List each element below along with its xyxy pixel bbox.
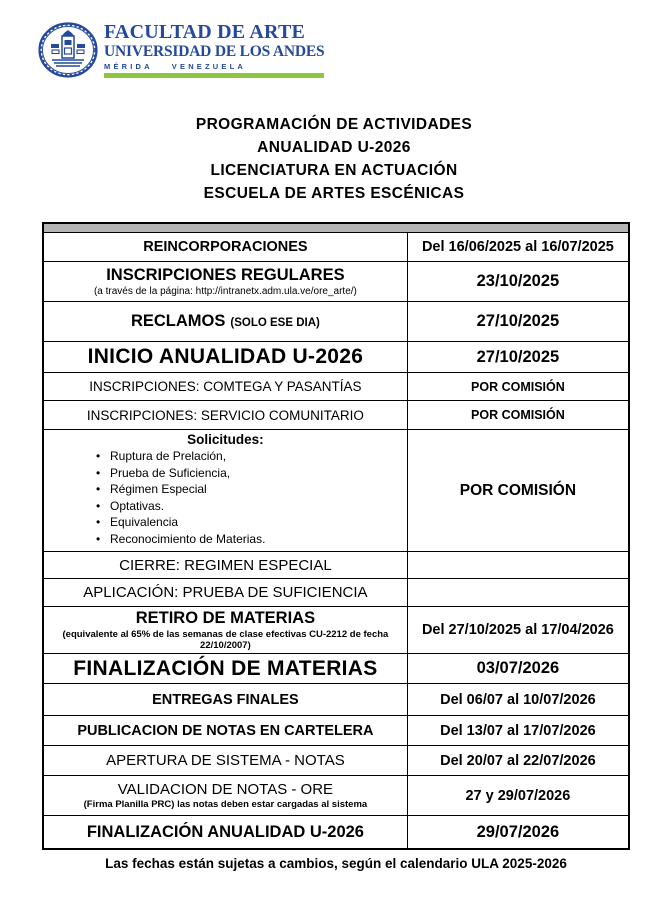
title-line-4: ESCUELA DE ARTES ESCÉNICAS: [203, 185, 465, 202]
table-cell-date: [408, 262, 628, 301]
activity-label-line: [89, 379, 361, 394]
activity-label-line: [106, 266, 344, 285]
table-row: [44, 715, 628, 745]
bullet-item: • Reconocimiento de Materias.: [96, 531, 265, 548]
table-cell-date: [408, 716, 628, 745]
table-cell-activity: [44, 552, 408, 578]
table-cell-activity: [44, 262, 408, 301]
date-value: 03/07/2026: [476, 659, 560, 677]
logo-green-bar: [104, 73, 324, 78]
activity-subtext: (a través de la página: http://intranetx.adm.ula.ve/ore_arte/): [93, 286, 357, 297]
date-value: Del 16/06/2025 al 16/07/2025: [421, 239, 614, 255]
table-header-strip: [44, 224, 628, 233]
document-title: [0, 113, 668, 205]
activity-label-line: [106, 752, 345, 769]
table-cell-date: [408, 746, 628, 775]
table-cell-date: [408, 302, 628, 341]
table-row: [44, 400, 628, 429]
table-cell-date: [408, 233, 628, 261]
table-cell-date: [408, 342, 628, 372]
table-cell-date: [408, 684, 628, 715]
table-cell-date: [408, 552, 628, 578]
table-row: [44, 653, 628, 683]
date-value: Del 06/07 al 10/07/2026: [440, 691, 596, 708]
activity-label: FINALIZACIÓN DE MATERIAS: [73, 656, 378, 680]
activity-label-line: [88, 345, 364, 369]
table-cell-activity: [44, 373, 408, 400]
table-cell-date: [408, 607, 628, 653]
activity-label: Solicitudes:: [187, 432, 264, 447]
table-row: [44, 775, 628, 815]
activity-label: APLICACIÓN: PRUEBA DE SUFICIENCIA: [83, 584, 368, 601]
activity-label: VALIDACION DE NOTAS - ORE: [117, 781, 334, 798]
university-name: UNIVERSIDAD DE LOS ANDES: [104, 43, 325, 60]
date-value: 29/07/2026: [476, 822, 560, 841]
table-cell-date: [408, 430, 628, 551]
table-row: [44, 551, 628, 578]
table-cell-activity: [44, 233, 408, 261]
activity-label-line: [143, 239, 307, 255]
activity-label: PUBLICACION DE NOTAS EN CARTELERA: [77, 722, 374, 739]
activity-label: INSCRIPCIONES: SERVICIO COMUNITARIO: [86, 407, 364, 423]
activity-label-line: [136, 609, 315, 628]
table-cell-activity: [44, 607, 408, 653]
table-cell-activity: [44, 430, 408, 551]
date-value: 27/10/2025: [476, 312, 560, 330]
logo-location: MÉRIDA VENEZUELA: [104, 62, 247, 71]
table-cell-activity: [44, 302, 408, 341]
table-cell-activity: [44, 746, 408, 775]
activity-bullet-list: [96, 448, 265, 547]
bullet-item: • Prueba de Suficiencia,: [96, 465, 265, 482]
activity-label: FINALIZACIÓN ANUALIDAD U-2026: [86, 822, 364, 841]
activity-label: INSCRIPCIONES REGULARES: [106, 266, 345, 284]
table-row: [44, 815, 628, 848]
activity-subtext: (equivalente al 65% de las semanas de clase efectivas CU-2212 de fecha 22/10/2007): [62, 629, 389, 651]
content-area: [42, 222, 630, 871]
table-cell-date: [408, 579, 628, 606]
activity-subtext: (Firma Planilla PRC) las notas deben estar cargadas al sistema: [83, 799, 368, 810]
date-value: Del 20/07 al 22/07/2026: [440, 752, 596, 769]
table-cell-date: [408, 401, 628, 429]
activity-label-line: [87, 408, 364, 423]
activity-label: RETIRO DE MATERIAS: [135, 609, 316, 627]
table-cell-date: [408, 654, 628, 683]
bullet-item: • Régimen Especial: [96, 481, 265, 498]
title-line-3: LICENCIATURA EN ACTUACIÓN: [210, 162, 458, 179]
table-cell-activity: [44, 684, 408, 715]
university-logo: [38, 22, 324, 83]
date-value: Del 13/07 al 17/07/2026: [440, 722, 596, 739]
table-cell-activity: [44, 716, 408, 745]
activity-label-line: [77, 723, 373, 739]
table-row: [44, 341, 628, 372]
bullet-item: • Equivalencia: [96, 514, 265, 531]
university-seal-icon: [38, 22, 98, 83]
table-cell-date: [408, 816, 628, 848]
title-line-2: ANUALIDAD U-2026: [257, 139, 411, 156]
activity-label-line: [131, 312, 320, 331]
activity-label: REINCORPORACIONES: [143, 239, 308, 255]
activity-label: ENTREGAS FINALES: [152, 691, 299, 708]
table-row: [44, 261, 628, 301]
title-line-1: PROGRAMACIÓN DE ACTIVIDADES: [195, 116, 473, 133]
date-value: 27 y 29/07/2026: [465, 787, 571, 804]
date-value: Del 27/10/2025 al 17/04/2026: [421, 622, 614, 638]
activity-label: RECLAMOS: [130, 312, 226, 330]
activity-label: CIERRE: REGIMEN ESPECIAL: [119, 556, 332, 574]
activity-label-line: [83, 584, 367, 601]
table-cell-activity: [44, 342, 408, 372]
date-value: POR COMISIÓN: [471, 408, 565, 422]
faculty-name: FACULTAD DE ARTE: [104, 21, 306, 43]
table-row: [44, 578, 628, 606]
activity-note: (SOLO ESE DIA): [230, 317, 320, 329]
activity-label-line: [118, 781, 333, 798]
table-cell-activity: [44, 401, 408, 429]
table-row: [44, 683, 628, 715]
date-value: 23/10/2025: [476, 272, 560, 290]
schedule-table-body: [44, 233, 628, 848]
schedule-table: [42, 222, 630, 850]
table-cell-activity: [44, 654, 408, 683]
footer-note: Las fechas están sujetas a cambios, según el calendario ULA 2025-2026: [105, 856, 567, 871]
activity-label: INICIO ANUALIDAD U-2026: [87, 345, 364, 368]
table-row: [44, 233, 628, 261]
activity-label-line: [73, 657, 377, 681]
activity-label: INSCRIPCIONES: COMTEGA Y PASANTÍAS: [89, 379, 362, 394]
table-cell-activity: [44, 816, 408, 848]
activity-label-line: [87, 823, 364, 842]
table-row: [44, 301, 628, 341]
activity-label-line: [187, 432, 264, 447]
date-value: POR COMISIÓN: [471, 379, 565, 394]
table-cell-activity: [44, 776, 408, 815]
activity-label-line: [152, 692, 299, 708]
bullet-item: • Optativas.: [96, 498, 265, 515]
activity-label-line: [119, 557, 332, 574]
table-row: [44, 429, 628, 551]
table-cell-date: [408, 373, 628, 400]
date-value: 27/10/2025: [476, 347, 560, 366]
bullet-item: • Ruptura de Prelación,: [96, 448, 265, 465]
table-cell-date: [408, 776, 628, 815]
activity-label: APERTURA DE SISTEMA - NOTAS: [106, 752, 345, 769]
table-row: [44, 606, 628, 653]
date-value: POR COMISIÓN: [459, 481, 577, 499]
table-row: [44, 372, 628, 400]
table-row: [44, 745, 628, 775]
table-cell-activity: [44, 579, 408, 606]
logo-text-block: [104, 22, 324, 78]
